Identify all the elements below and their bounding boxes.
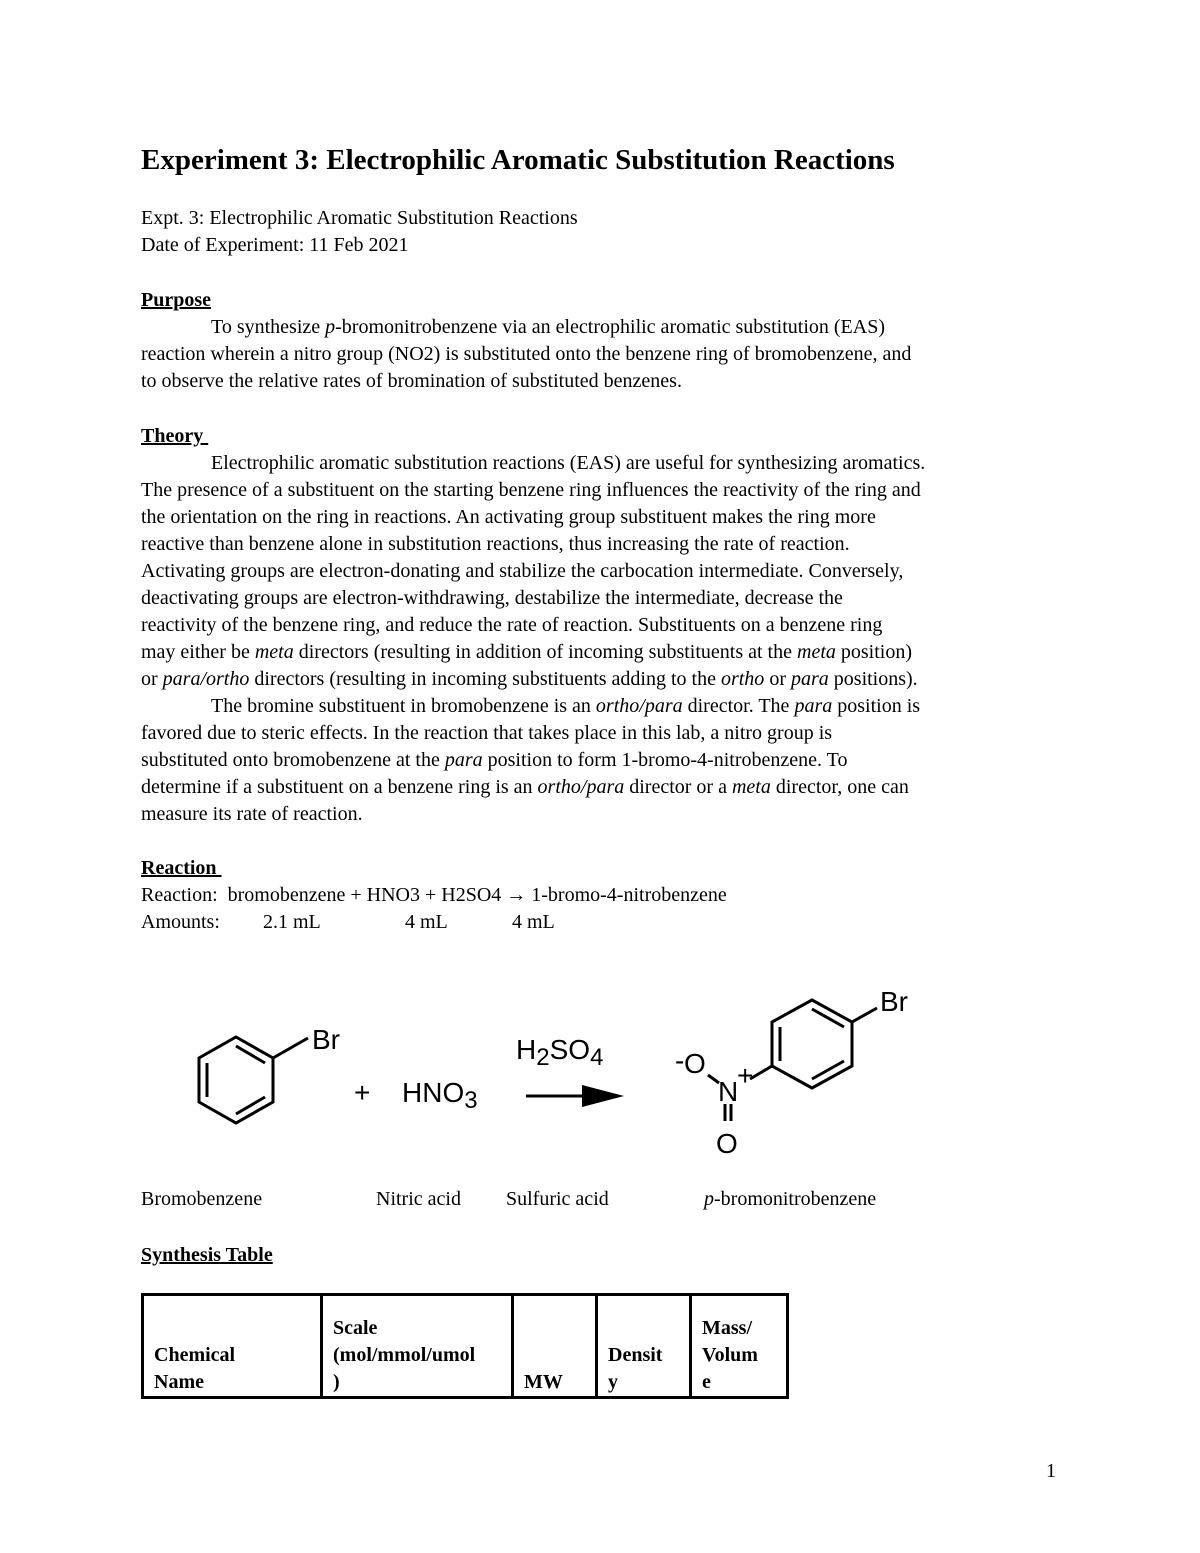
oxygen-double-bond-label: O (716, 1128, 738, 1159)
plus-sign: + (354, 1077, 371, 1108)
synthesis-table-heading: Synthesis Table (141, 1244, 273, 1266)
col-mass-volume: Mass/ Volum e (691, 1295, 788, 1398)
purpose-line-1: To synthesize p-bromonitrobenzene via an electrophilic aromatic substitution (EAS) (211, 316, 885, 338)
theory-line-13: determine if a substituent on a benzene ring is an ortho/para director or a meta director, one can (141, 776, 909, 798)
amount-h2so4: 4 mL (512, 911, 555, 933)
h2so4-label: H2SO4 (516, 1034, 604, 1071)
nitrogen-positive-sign: + (737, 1060, 754, 1091)
hno3-label: HNO3 (402, 1077, 478, 1114)
reaction-label: Reaction: (141, 884, 218, 906)
page-number: 1 (1046, 1460, 1056, 1482)
purpose-line-2: reaction wherein a nitro group (NO2) is substituted onto the benzene ring of bromobenzene, and (141, 343, 912, 365)
theory-line-10: The bromine substituent in bromobenzene is an ortho/para director. The para position is (211, 695, 921, 717)
oxygen-negative-label: O (684, 1048, 706, 1079)
theory-line-12: substituted onto bromobenzene at the para position to form 1-bromo-4-nitrobenzene. To (141, 749, 848, 771)
bromobenzene-structure (199, 1037, 308, 1123)
reaction-reactants: bromobenzene + HNO3 + H2SO4 (227, 884, 502, 906)
reaction-equation-line (141, 882, 727, 909)
purpose-heading: Purpose (141, 289, 211, 311)
purpose-paragraph (141, 314, 1071, 395)
theory-line-14: measure its rate of reaction. (141, 803, 363, 825)
caption-bromobenzene: Bromobenzene (141, 1188, 263, 1210)
date-line: Date of Experiment: 11 Feb 2021 (141, 234, 409, 256)
reaction-arrow-icon (526, 1085, 624, 1107)
caption-product: p-bromonitrobenzene (704, 1188, 877, 1210)
reaction-scheme (180, 975, 940, 1165)
synthesis-table (141, 1293, 789, 1399)
theory-line-11: favored due to steric effects. In the reaction that takes place in this lab, a nitro group is (141, 722, 833, 744)
theory-paragraph (141, 450, 1071, 828)
amounts-line (141, 909, 555, 936)
col-scale: Scale (mol/mmol/umol ) (322, 1295, 513, 1398)
oxygen-negative-sign: - (675, 1045, 685, 1076)
theory-line-6: deactivating groups are electron-withdrawing, destabilize the intermediate, decrease the (141, 587, 843, 609)
amount-hno3: 4 mL (405, 911, 448, 933)
theory-line-1: Electrophilic aromatic substitution reactions (EAS) are useful for synthesizing aromatics. (211, 452, 926, 474)
amounts-label: Amounts: (141, 911, 220, 933)
caption-sulfuric-acid: Sulfuric acid (506, 1188, 609, 1210)
nitrogen-label: N (718, 1076, 739, 1107)
theory-heading: Theory (141, 425, 209, 447)
page-title: Experiment 3: Electrophilic Aromatic Substitution Reactions (141, 144, 895, 176)
caption-nitric-acid: Nitric acid (376, 1188, 461, 1210)
theory-line-3: the orientation on the ring in reactions. An activating group substituent makes the ring more (141, 506, 876, 528)
amount-bromobenzene: 2.1 mL (263, 911, 321, 933)
theory-line-7: reactivity of the benzene ring, and reduce the rate of reaction. Substituents on a benzene ring (141, 614, 883, 636)
theory-line-2: The presence of a substituent on the starting benzene ring influences the reactivity of the ring and (141, 479, 921, 501)
reaction-arrow-icon: → (506, 884, 527, 906)
table-header-row (143, 1295, 788, 1398)
experiment-line: Expt. 3: Electrophilic Aromatic Substitution Reactions (141, 207, 578, 229)
theory-line-9: or para/ortho directors (resulting in incoming substituents adding to the ortho or para positions). (141, 668, 918, 690)
reaction-product: 1-bromo-4-nitrobenzene (531, 884, 727, 906)
product-br-label: Br (880, 986, 908, 1017)
bromobenzene-br-label: Br (312, 1024, 340, 1055)
reaction-heading: Reaction (141, 857, 222, 879)
theory-line-4: reactive than benzene alone in substitution reactions, thus increasing the rate of reaction. (141, 533, 850, 555)
theory-line-8: may either be meta directors (resulting in addition of incoming substituents at the meta position) (141, 641, 913, 663)
col-density: Densit y (597, 1295, 691, 1398)
col-chemical-name: Chemical Name (143, 1295, 322, 1398)
purpose-line-3: to observe the relative rates of bromination of substituted benzenes. (141, 370, 682, 392)
theory-line-5: Activating groups are electron-donating and stabilize the carbocation intermediate. Conversely, (141, 560, 904, 582)
col-mw: MW (513, 1295, 597, 1398)
